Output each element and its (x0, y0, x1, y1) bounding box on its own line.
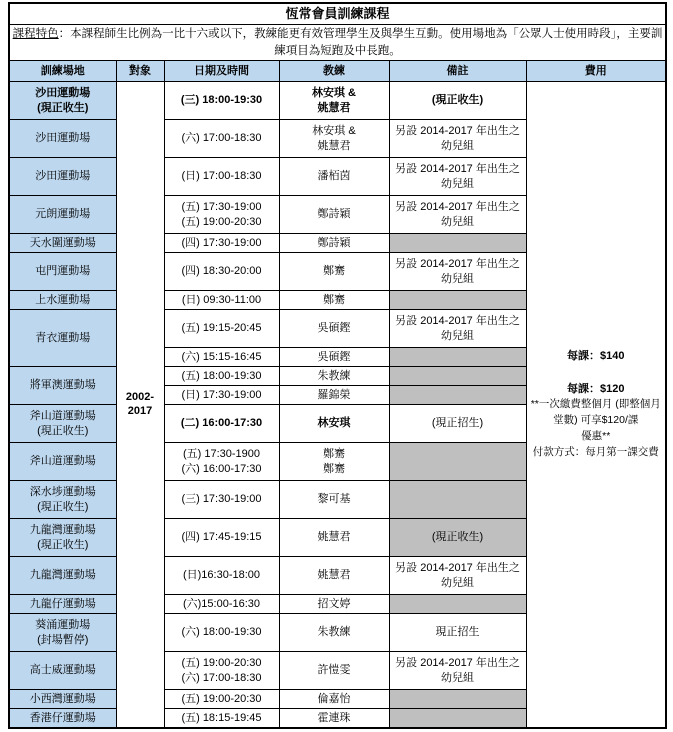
page-title: 恆常會員訓練課程 (9, 3, 666, 25)
remark-cell (389, 234, 526, 253)
coach-name: 鄭騫 (323, 462, 345, 475)
remark-cell: (現正收生) (389, 519, 526, 557)
remark-cell (389, 443, 526, 481)
fee-spacer (529, 365, 664, 381)
datetime-cell (164, 443, 279, 481)
datetime-cell: (四) 17:45-19:15 (164, 519, 279, 557)
fee-per-class-140: 每課：$140 (567, 350, 625, 363)
venue-status: (封場暫停) (37, 633, 89, 646)
course-features-text: ：本課程師生比例為一比十六或以下，教練能更有效管理學生及與學生互動。使用場地為「公眾人士使用時段」，主要訓練項目為短跑及中長跑。 (58, 27, 663, 57)
datetime-cell: (二) 16:00-17:30 (164, 405, 279, 443)
venue-cell: 斧山道運動場 (9, 443, 116, 481)
remark-cell: 另設 2014-2017 年出生之幼兒組 (389, 253, 526, 291)
col-header-coach: 教練 (279, 61, 389, 82)
venue-cell: 九龍灣運動場 (9, 557, 116, 595)
remark-cell (389, 690, 526, 709)
datetime-cell: (日) 09:30-11:00 (164, 291, 279, 310)
fee-note-2: 優惠** (581, 429, 611, 442)
datetime-cell: (五) 19:15-20:45 (164, 310, 279, 348)
remark-cell: (現正招生) (389, 405, 526, 443)
datetime-cell: (四) 18:30-20:00 (164, 253, 279, 291)
venue-cell (9, 82, 116, 120)
coach-name: 姚慧君 (317, 101, 351, 114)
datetime-cell: (日) 17:30-19:00 (164, 386, 279, 405)
remark-cell (389, 367, 526, 386)
audience-cell: 2002-2017 (116, 82, 164, 728)
venue-cell (9, 519, 116, 557)
datetime-cell: (六)15:00-16:30 (164, 595, 279, 614)
remark-cell: 另設 2014-2017 年出生之幼兒組 (389, 557, 526, 595)
coach-cell: 林安琪 (279, 405, 389, 443)
col-header-remark: 備註 (389, 61, 526, 82)
col-header-audience: 對象 (116, 61, 164, 82)
col-header-venue: 訓練場地 (9, 61, 116, 82)
remark-cell (389, 709, 526, 728)
coach-cell: 招文婷 (279, 595, 389, 614)
coach-name: 林安琪 & (312, 125, 356, 138)
fee-note-3: 付款方式：每月第一課交費 (532, 445, 659, 458)
remark-cell: 另設 2014-2017 年出生之幼兒組 (389, 196, 526, 234)
coach-cell: 霍連珠 (279, 709, 389, 728)
session-time: (五) 17:30-19:00 (181, 201, 262, 214)
venue-cell: 上水運動場 (9, 291, 116, 310)
datetime-cell: (三) 17:30-19:00 (164, 481, 279, 519)
venue-cell (9, 614, 116, 652)
venue-name: 斧山道運動場 (29, 410, 96, 423)
venue-status: (現正收生) (37, 424, 89, 437)
venue-name: 葵涌運動場 (35, 619, 91, 632)
course-features-label: 課程特色 (12, 27, 59, 40)
remark-cell (389, 291, 526, 310)
coach-name: 鄭騫 (323, 448, 345, 461)
venue-name: 沙田運動場 (35, 87, 91, 100)
session-time: (五) 17:30-1900 (182, 448, 261, 461)
coach-cell: 姚慧君 (279, 557, 389, 595)
session-time: (六) 16:00-17:30 (181, 462, 262, 475)
venue-cell: 香港仔運動場 (9, 709, 116, 728)
coach-cell (279, 82, 389, 120)
training-schedule-table (8, 2, 667, 729)
coach-name: 林安琪 & (312, 87, 356, 100)
coach-cell: 姚慧君 (279, 519, 389, 557)
datetime-cell: (日)16:30-18:00 (164, 557, 279, 595)
remark-cell (389, 481, 526, 519)
venue-cell: 將軍澳運動場 (9, 367, 116, 405)
coach-cell: 朱教練 (279, 367, 389, 386)
venue-cell: 元朗運動場 (9, 196, 116, 234)
venue-cell: 青衣運動場 (9, 310, 116, 367)
datetime-cell: (日) 17:00-18:30 (164, 158, 279, 196)
coach-cell (279, 120, 389, 158)
venue-cell: 小西灣運動場 (9, 690, 116, 709)
session-time: (六) 17:00-18:30 (181, 671, 262, 684)
remark-cell (389, 348, 526, 367)
remark-cell: 另設 2014-2017 年出生之幼兒組 (389, 120, 526, 158)
col-header-datetime: 日期及時間 (164, 61, 279, 82)
coach-cell: 羅錦榮 (279, 386, 389, 405)
remark-cell (389, 386, 526, 405)
datetime-cell: (五) 19:00-20:30 (164, 690, 279, 709)
datetime-cell (164, 196, 279, 234)
venue-cell: 九龍仔運動場 (9, 595, 116, 614)
venue-status: (現正收生) (37, 101, 89, 114)
coach-cell: 鄭騫 (279, 291, 389, 310)
coach-cell: 鄭詩穎 (279, 196, 389, 234)
header-row (9, 61, 666, 82)
coach-cell (279, 443, 389, 481)
datetime-cell (164, 652, 279, 690)
session-time: (五) 19:00-20:30 (181, 657, 262, 670)
coach-cell: 潘栢茵 (279, 158, 389, 196)
venue-cell: 天水圍運動場 (9, 234, 116, 253)
coach-cell: 吳碩鏗 (279, 348, 389, 367)
coach-cell: 許愷雯 (279, 652, 389, 690)
coach-cell: 吳碩鏗 (279, 310, 389, 348)
datetime-cell: (三) 18:00-19:30 (164, 82, 279, 120)
venue-cell (9, 481, 116, 519)
coach-cell: 朱教練 (279, 614, 389, 652)
venue-cell: 沙田運動場 (9, 158, 116, 196)
remark-cell: (現正收生) (389, 82, 526, 120)
datetime-cell: (六) 15:15-16:45 (164, 348, 279, 367)
fee-per-class-120: 每課：$120 (567, 382, 625, 395)
venue-cell: 屯門運動場 (9, 253, 116, 291)
remark-cell (389, 595, 526, 614)
subtitle-row (9, 25, 666, 61)
coach-cell: 鄭詩穎 (279, 234, 389, 253)
venue-cell: 沙田運動場 (9, 120, 116, 158)
fee-cell (526, 82, 666, 728)
datetime-cell: (六) 17:00-18:30 (164, 120, 279, 158)
course-features (9, 25, 666, 61)
remark-cell: 另設 2014-2017 年出生之幼兒組 (389, 652, 526, 690)
venue-status: (現正收生) (37, 500, 89, 513)
fee-note-1: **一次繳費整個月 (即整個月堂數) 可享$120/課 (530, 398, 661, 426)
venue-name: 深水埗運動場 (29, 486, 96, 499)
venue-cell: 高士威運動場 (9, 652, 116, 690)
table-row (9, 82, 666, 120)
session-time: (五) 19:00-20:30 (181, 215, 262, 228)
remark-cell: 另設 2014-2017 年出生之幼兒組 (389, 310, 526, 348)
datetime-cell: (六) 18:00-19:30 (164, 614, 279, 652)
title-row (9, 3, 666, 25)
venue-status: (現正收生) (37, 538, 89, 551)
coach-name: 姚慧君 (317, 139, 351, 152)
coach-cell: 鄭騫 (279, 253, 389, 291)
datetime-cell: (四) 17:30-19:00 (164, 234, 279, 253)
venue-name: 九龍灣運動場 (29, 524, 96, 537)
col-header-fee: 費用 (526, 61, 666, 82)
remark-cell: 另設 2014-2017 年出生之幼兒組 (389, 158, 526, 196)
datetime-cell: (五) 18:00-19:30 (164, 367, 279, 386)
remark-cell: 現正招生 (389, 614, 526, 652)
coach-cell: 倫嘉怡 (279, 690, 389, 709)
coach-cell: 黎可基 (279, 481, 389, 519)
venue-cell (9, 405, 116, 443)
datetime-cell: (五) 18:15-19:45 (164, 709, 279, 728)
